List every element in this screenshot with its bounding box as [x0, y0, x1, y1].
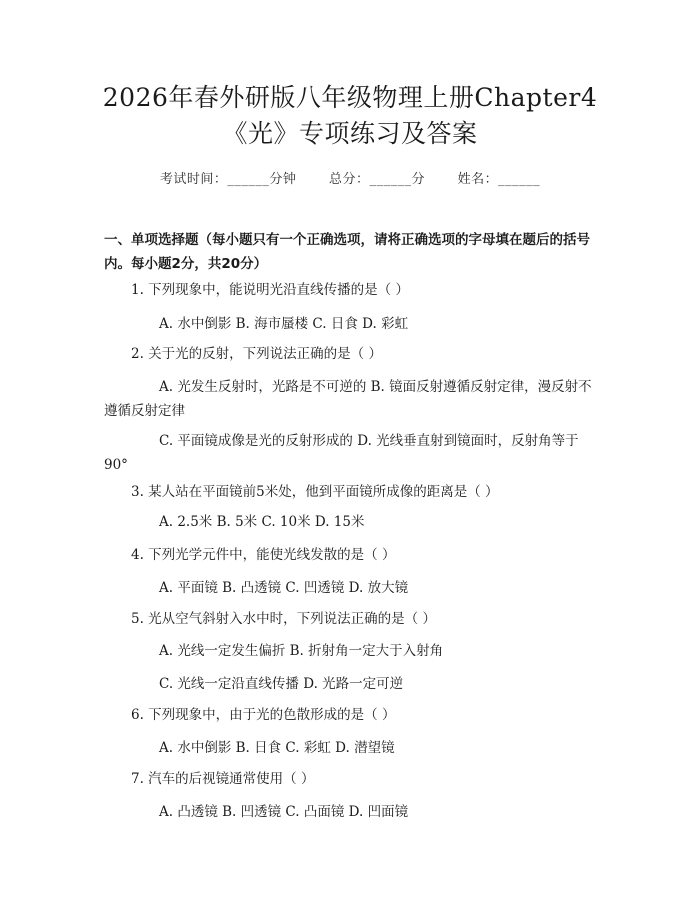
exam-meta — [0, 168, 700, 187]
question-2-options-b: C. 平面镜成像是光的反射形成的 D. 光线垂直射到镜面时，反射角等于90° — [104, 433, 579, 473]
question-3-stem: 3. 某人站在平面镜前5米处，他到平面镜所成像的距离是（ ） — [131, 484, 499, 500]
title-line-2: 《光》专项练习及答案 — [222, 119, 478, 148]
exam-score: 总分：______分 — [328, 172, 425, 187]
question-5-options-a: A. 光线一定发生偏折 B. 折射角一定大于入射角 — [159, 643, 444, 659]
question-6-options: A. 水中倒影 B. 日食 C. 彩虹 D. 潜望镜 — [159, 740, 395, 756]
question-4-options: A. 平面镜 B. 凸透镜 C. 凹透镜 D. 放大镜 — [159, 580, 409, 596]
question-4-stem: 4. 下列光学元件中，能使光线发散的是（ ） — [131, 547, 396, 563]
question-5-options-b: C. 光线一定沿直线传播 D. 光路一定可逆 — [159, 676, 404, 692]
question-1-stem: 1. 下列现象中，能说明光沿直线传播的是（ ） — [131, 282, 409, 298]
student-name: 姓名：______ — [457, 172, 541, 187]
question-1-options: A. 水中倒影 B. 海市蜃楼 C. 日食 D. 彩虹 — [159, 316, 409, 332]
question-7-options: A. 凸透镜 B. 凹透镜 C. 凸面镜 D. 凹面镜 — [159, 804, 409, 820]
question-5-stem: 5. 光从空气斜射入水中时，下列说法正确的是（ ） — [131, 611, 436, 627]
question-3-options: A. 2.5米 B. 5米 C. 10米 D. 15米 — [159, 514, 365, 530]
document-title — [0, 80, 700, 152]
exam-time: 考试时间：______分钟 — [159, 172, 297, 187]
question-2-options-a: A. 光发生反射时，光路是不可逆的 B. 镜面反射遵循反射定律，漫反射不遵循反射定律 — [104, 379, 592, 419]
section-heading: 一、单项选择题（每小题只有一个正确选项，请将正确选项的字母填在题后的括号内。每小题2分，共20分） — [104, 232, 590, 272]
title-line-1: 2026年春外研版八年级物理上册Chapter4 — [102, 83, 598, 112]
question-2-stem: 2. 关于光的反射，下列说法正确的是（ ） — [131, 346, 382, 362]
question-7-stem: 7. 汽车的后视镜通常使用（ ） — [131, 771, 315, 787]
question-6-stem: 6. 下列现象中，由于光的色散形成的是（ ） — [131, 707, 396, 723]
